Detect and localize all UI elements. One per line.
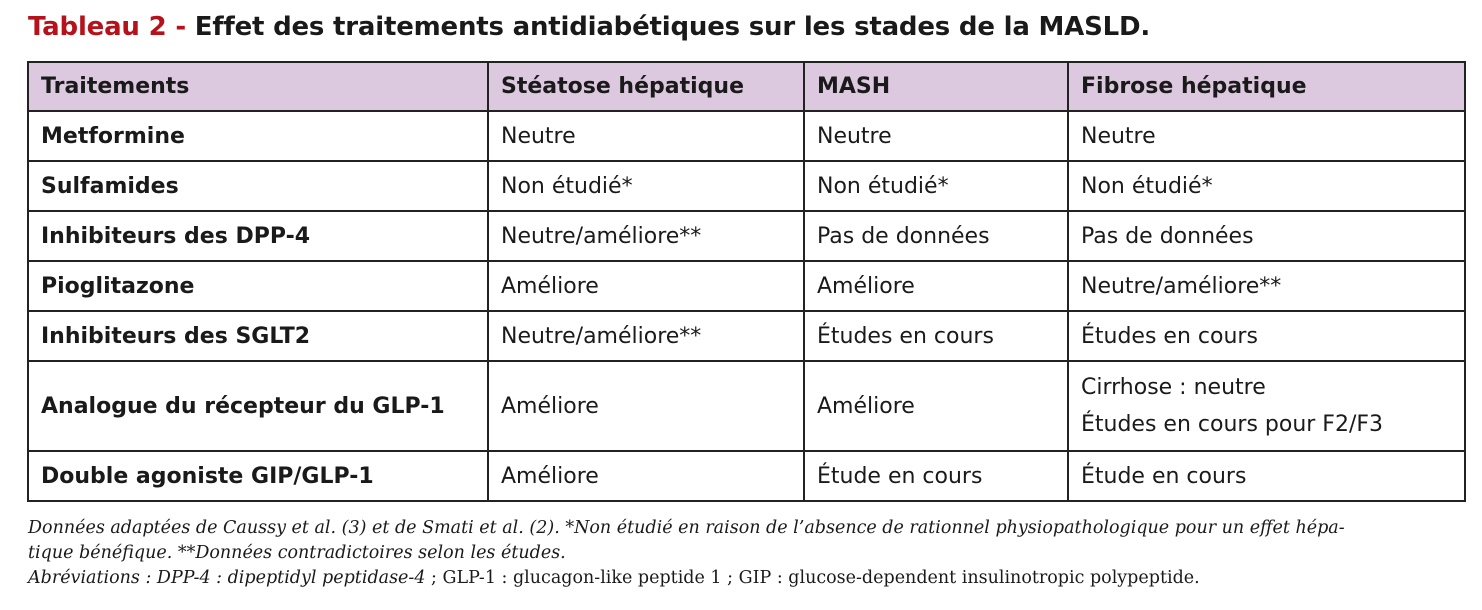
fibrose-value: Non étudié*: [1068, 161, 1465, 211]
header-traitements: Traitements: [28, 62, 488, 111]
header-steatose: Stéatose hépatique: [488, 62, 804, 111]
mash-value: Pas de données: [804, 211, 1068, 261]
table-row: [28, 161, 1465, 211]
fibrose-value: Pas de données: [1068, 211, 1465, 261]
mash-value: Étude en cours: [804, 451, 1068, 501]
table-title-text: Effet des traitements antidiabétiques sur les stades de la MASLD.: [185, 12, 1151, 42]
footnote-abbreviations: [28, 566, 1448, 591]
abbreviations-rest: ; GLP-1 : glucagon-like peptide 1 ; GIP : glucose-dependent insulinotropic polypeptide.: [425, 568, 1200, 588]
table-row: [28, 261, 1465, 311]
steatose-value: Améliore: [488, 261, 804, 311]
mash-value: Améliore: [804, 361, 1068, 451]
header-row: [28, 62, 1465, 111]
footnote-line-2: tique bénéfique. **Données contradictoires selon les études.: [28, 543, 566, 563]
steatose-value: Non étudié*: [488, 161, 804, 211]
treatment-name: Pioglitazone: [28, 261, 488, 311]
fibrose-value: Neutre: [1068, 111, 1465, 161]
treatment-name: Inhibiteurs des SGLT2: [28, 311, 488, 361]
fibrose-value-line2: Études en cours pour F2/F3: [1081, 412, 1384, 437]
steatose-value: Améliore: [488, 451, 804, 501]
treatments-table: [27, 61, 1466, 502]
table-number: Tableau 2 -: [28, 12, 186, 42]
mash-value: Améliore: [804, 261, 1068, 311]
steatose-value: Neutre: [488, 111, 804, 161]
mash-value: Neutre: [804, 111, 1068, 161]
treatment-name: Analogue du récepteur du GLP-1: [28, 361, 488, 451]
fibrose-value: Études en cours: [1068, 311, 1465, 361]
fibrose-value: [1068, 361, 1465, 451]
fibrose-value-line1: Cirrhose : neutre: [1081, 375, 1266, 400]
fibrose-value: Neutre/améliore**: [1068, 261, 1465, 311]
treatment-name: Double agoniste GIP/GLP-1: [28, 451, 488, 501]
steatose-value: Neutre/améliore**: [488, 211, 804, 261]
header-mash: MASH: [804, 62, 1068, 111]
table-row: [28, 361, 1465, 451]
table-row: [28, 211, 1465, 261]
treatment-name: Inhibiteurs des DPP-4: [28, 211, 488, 261]
abbreviations-label: Abréviations : DPP-4 :: [28, 568, 228, 588]
table-row: [28, 451, 1465, 501]
steatose-value: Neutre/améliore**: [488, 311, 804, 361]
table-row: [28, 311, 1465, 361]
table-row: [28, 111, 1465, 161]
header-fibrose: Fibrose hépatique: [1068, 62, 1465, 111]
abbreviation-dpp4: dipeptidyl peptidase-4: [227, 568, 426, 588]
steatose-value: Améliore: [488, 361, 804, 451]
mash-value: Études en cours: [804, 311, 1068, 361]
treatment-name: Metformine: [28, 111, 488, 161]
table-title: [28, 12, 1150, 42]
treatment-name: Sulfamides: [28, 161, 488, 211]
mash-value: Non étudié*: [804, 161, 1068, 211]
table-footnote: [28, 516, 1448, 591]
footnote-line-1: Données adaptées de Caussy et al. (3) et de Smati et al. (2). *Non étudié en raison de l’absence de rationnel physiopathologique pour un effet hépa-: [28, 518, 1345, 538]
fibrose-value: Étude en cours: [1068, 451, 1465, 501]
